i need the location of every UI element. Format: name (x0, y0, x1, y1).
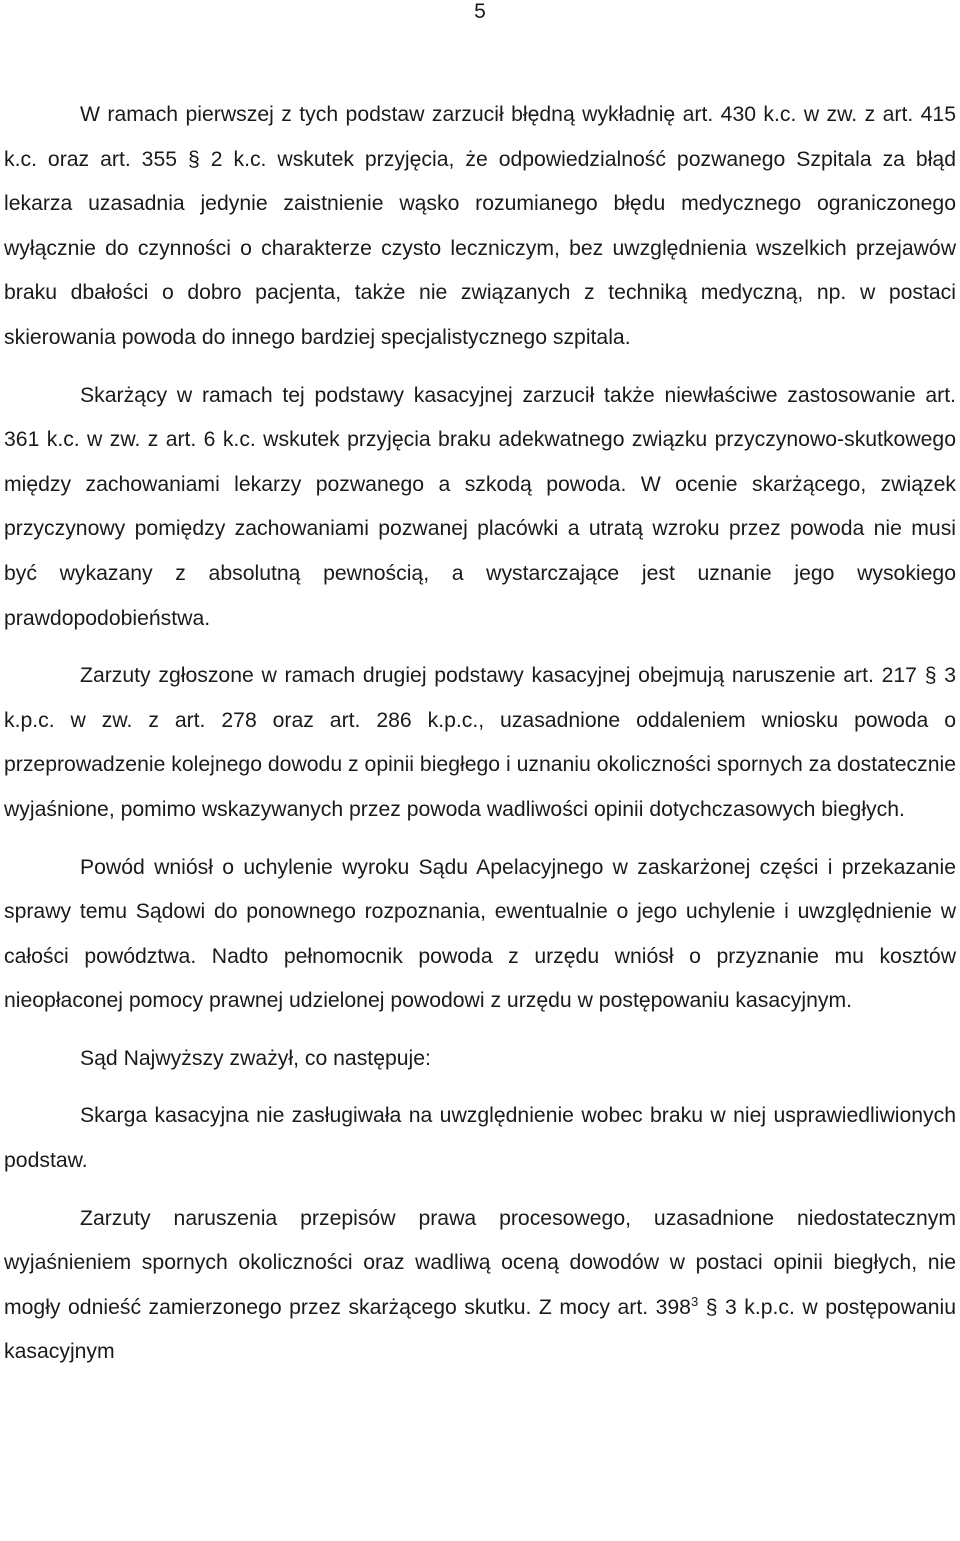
document-body (4, 93, 956, 1375)
page-number: 5 (474, 0, 486, 23)
paragraph-complaint-rejected: Skarga kasacyjna nie zasługiwała na uwzględnienie wobec braku w niej usprawiedliwionych podstaw. (4, 1104, 956, 1173)
paragraph-procedural-claims (4, 1197, 956, 1375)
paragraph-court-considered: Sąd Najwyższy zważył, co następuje: (80, 1046, 431, 1070)
paragraph-second-basis: Zarzuty zgłoszone w ramach drugiej podstawy kasacyjnej obejmują naruszenie art. 217 § 3 k.p.c. w zw. z art. 278 oraz art. 286 k.p.c., uzasadnione oddaleniem wniosku powoda o przeprowadzenie kolejnego dowodu z opinii biegłego i uznaniu okoliczności spornych za dostatecznie wyjaśnione, pomimo wskazywanych przez powoda wadliwości opinii dotychczasowych biegłych. (4, 664, 956, 821)
article-superscript: 3 (690, 1293, 699, 1309)
paragraph-motion: Powód wniósł o uchylenie wyroku Sądu Apelacyjnego w zaskarżonej części i przekazanie sprawy temu Sądowi do ponownego rozpoznania, ewentualnie o jego uchylenie i uwzględnienie w całości powództwa. Nadto pełnomocnik powoda z urzędu wniósł o przyznanie mu kosztów nieopłaconej pomocy prawnej udzielonej powodowi z urzędu w postępowaniu kasacyjnym. (4, 855, 956, 1013)
procedural-claims-text-end: § 3 k.p.c. w postępowaniu kasacyjnym (4, 1295, 956, 1364)
procedural-claims-text: Zarzuty naruszenia przepisów prawa procesowego, uzasadnione niedostatecznym wyjaśnieniem spornych okoliczności oraz wadliwą oceną dowodów w postaci opinii biegłych, nie mogły odnieść zamierzonego przez skarżącego skutku. Z mocy art. 398 (4, 1206, 956, 1319)
paragraph-causation-claim: Skarżący w ramach tej podstawy kasacyjnej zarzucił także niewłaściwe zastosowanie art. 361 k.c. w zw. z art. 6 k.c. wskutek przyjęcia braku adekwatnego związku przyczynowo-skutkowego między zachowaniami lekarzy pozwanego a szkodą powoda. W ocenie skarżącego, związek przyczynowy pomiędzy zachowaniami pozwanej placówki a utratą wzroku przez powoda nie musi być wykazany z absolutną pewnością, a wystarczające jest uznanie jego wysokiego prawdopodobieństwa. (4, 383, 956, 630)
paragraph-first-basis: W ramach pierwszej z tych podstaw zarzucił błędną wykładnię art. 430 k.c. w zw. z art. 415 k.c. oraz art. 355 § 2 k.c. wskutek przyjęcia, że odpowiedzialność pozwanego Szpitala za błąd lekarza uzasadnia jedynie zaistnienie wąsko rozumianego błędu medycznego ograniczonego wyłącznie do czynności o charakterze czysto leczniczym, bez uwzględnienia wszelkich przejawów braku dbałości o dobro pacjenta, także nie związanych z techniką medyczną, np. w postaci skierowania powoda do innego bardziej specjalistycznego szpitala. (4, 103, 956, 349)
